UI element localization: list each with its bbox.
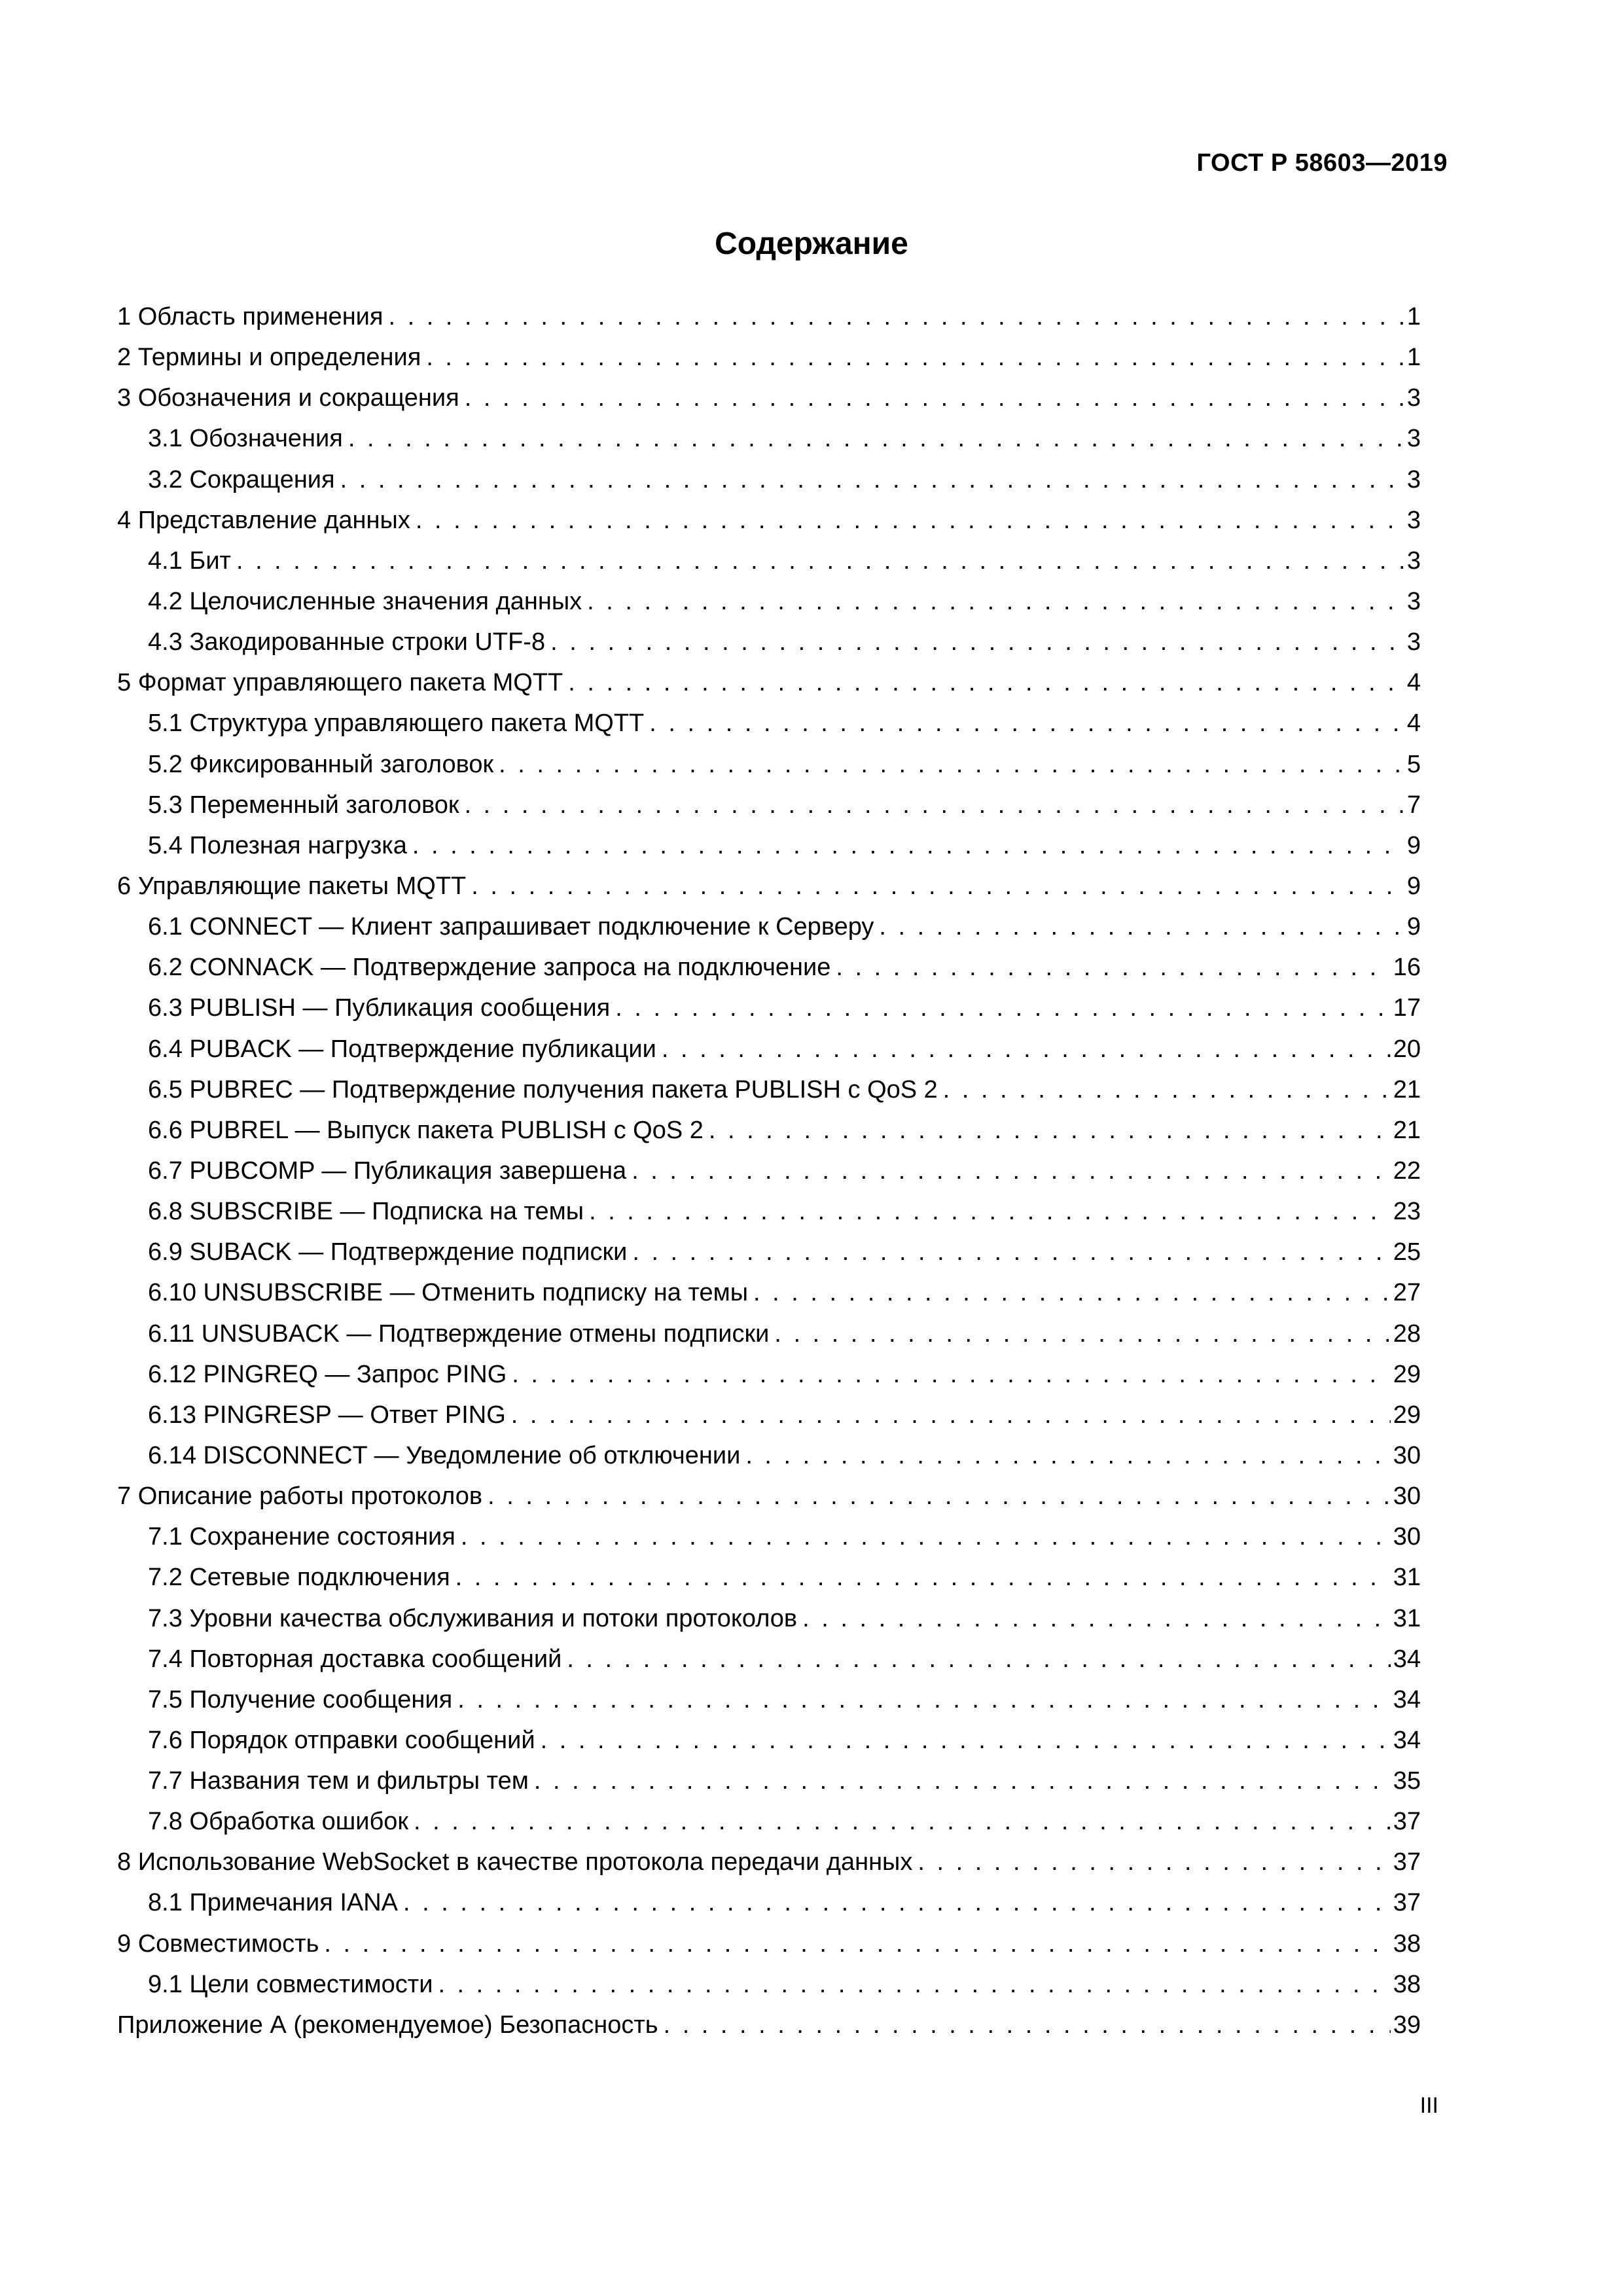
toc-dot-leader	[568, 662, 1404, 703]
toc-dot-leader	[632, 1151, 1391, 1191]
toc-entry[interactable]	[117, 1029, 1421, 1069]
toc-entry-page: 22	[1393, 1157, 1421, 1185]
toc-entry-page: 1	[1406, 344, 1421, 372]
toc-entry[interactable]	[117, 825, 1421, 866]
toc-entry-page: 29	[1393, 1401, 1421, 1429]
toc-dot-leader	[662, 1029, 1391, 1069]
toc-entry-title: 6.7 PUBCOMP — Публикация завершена	[148, 1157, 627, 1185]
toc-entry[interactable]	[117, 1314, 1421, 1354]
toc-entry-page: 38	[1393, 1929, 1421, 1958]
toc-entry-page: 3	[1406, 506, 1421, 534]
toc-entry[interactable]	[117, 418, 1421, 459]
toc-entry[interactable]	[117, 1151, 1421, 1191]
toc-entry-page: 29	[1393, 1360, 1421, 1388]
toc-dot-leader	[664, 2005, 1391, 2045]
toc-entry-page: 7	[1406, 791, 1421, 819]
toc-entry-page: 34	[1393, 1645, 1421, 1673]
toc-entry-page: 25	[1393, 1238, 1421, 1266]
toc-entry-title: 6.8 SUBSCRIBE — Подписка на темы	[148, 1198, 584, 1226]
toc-entry-page: 9	[1406, 913, 1421, 941]
toc-entry[interactable]	[117, 947, 1421, 988]
toc-dot-leader	[918, 1842, 1390, 1882]
toc-dot-leader	[943, 1069, 1391, 1110]
toc-entry-page: 30	[1393, 1523, 1421, 1551]
toc-entry[interactable]	[117, 622, 1421, 662]
toc-entry-title: 7.8 Обработка ошибок	[148, 1808, 408, 1836]
toc-entry[interactable]	[117, 866, 1421, 906]
toc-entry-title: 5.1 Структура управляющего пакета MQTT	[148, 709, 645, 738]
toc-entry-page: 3	[1406, 465, 1421, 493]
toc-entry[interactable]	[117, 378, 1421, 418]
toc-dot-leader	[403, 1882, 1391, 1923]
toc-dot-leader	[589, 1191, 1391, 1232]
toc-entry[interactable]	[117, 1639, 1421, 1679]
toc-entry-title: 6.11 UNSUBACK — Подтверждение отмены подписки	[148, 1319, 770, 1348]
toc-entry[interactable]	[117, 1964, 1421, 2005]
toc-entry-title: 6.9 SUBACK — Подтверждение подписки	[148, 1238, 628, 1266]
toc-entry-title: 6.4 PUBACK — Подтверждение публикации	[148, 1035, 656, 1063]
toc-entry-title: 6.10 UNSUBSCRIBE — Отменить подписку на темы	[148, 1279, 749, 1307]
toc-dot-leader	[745, 1435, 1390, 1476]
toc-dot-leader	[567, 1639, 1390, 1679]
toc-entry[interactable]	[117, 337, 1421, 378]
toc-dot-leader	[709, 1110, 1391, 1151]
toc-entry[interactable]	[117, 296, 1421, 337]
toc-entry[interactable]	[117, 1924, 1421, 1964]
toc-entry-title: 5.2 Фиксированный заголовок	[148, 750, 494, 778]
toc-entry-title: 5.4 Полезная нагрузка	[148, 831, 407, 859]
toc-entry-page: 20	[1393, 1035, 1421, 1063]
toc-entry[interactable]	[117, 1272, 1421, 1313]
toc-entry[interactable]	[117, 744, 1421, 785]
toc-entry[interactable]	[117, 1557, 1421, 1598]
toc-entry-title: 6.13 PINGRESP — Ответ PING	[148, 1401, 506, 1429]
toc-entry-title: 9.1 Цели совместимости	[148, 1970, 433, 1998]
toc-entry-page: 23	[1393, 1198, 1421, 1226]
toc-entry[interactable]	[117, 1761, 1421, 1801]
toc-entry-page: 35	[1393, 1767, 1421, 1795]
toc-dot-leader	[587, 581, 1404, 622]
toc-heading: Содержание	[715, 226, 908, 261]
toc-dot-leader	[499, 744, 1404, 785]
toc-dot-leader	[541, 1720, 1391, 1761]
toc-entry-page: 38	[1393, 1970, 1421, 1998]
toc-dot-leader	[836, 947, 1390, 988]
toc-dot-leader	[324, 1924, 1390, 1964]
toc-entry-page: 17	[1393, 994, 1421, 1022]
toc-entry-page: 30	[1393, 1482, 1421, 1511]
toc-entry[interactable]	[117, 1191, 1421, 1232]
toc-entry[interactable]	[117, 541, 1421, 581]
toc-dot-leader	[879, 906, 1404, 947]
toc-dot-leader	[412, 825, 1404, 866]
toc-entry-title: 1 Область применения	[117, 303, 383, 331]
toc-entry-page: 31	[1393, 1564, 1421, 1592]
toc-dot-leader	[426, 337, 1404, 378]
toc-entry-page: 34	[1393, 1726, 1421, 1754]
toc-entry[interactable]	[117, 1395, 1421, 1435]
toc-entry-title: 6 Управляющие пакеты MQTT	[117, 872, 467, 900]
toc-dot-leader	[488, 1476, 1391, 1516]
toc-entry-page: 21	[1393, 1075, 1421, 1103]
toc-entry-page: 37	[1393, 1808, 1421, 1836]
toc-entry-page: 37	[1393, 1889, 1421, 1917]
toc-dot-leader	[465, 378, 1404, 418]
toc-entry-page: 9	[1406, 872, 1421, 900]
toc-entry[interactable]	[117, 785, 1421, 825]
toc-dot-leader	[615, 988, 1390, 1028]
toc-dot-leader	[511, 1395, 1391, 1435]
toc-entry[interactable]	[117, 500, 1421, 541]
toc-entry-title: 7.1 Сохранение состояния	[148, 1523, 455, 1551]
toc-entry[interactable]	[117, 1842, 1421, 1882]
toc-entry[interactable]	[117, 988, 1421, 1028]
toc-entry-page: 21	[1393, 1116, 1421, 1144]
toc-entry-title: 3.2 Сокращения	[148, 465, 335, 493]
toc-entry-title: 7.6 Порядок отправки сообщений	[148, 1726, 535, 1754]
toc-dot-leader	[348, 418, 1404, 459]
toc-entry-page: 3	[1406, 384, 1421, 412]
toc-entry-page: 30	[1393, 1441, 1421, 1469]
toc-entry[interactable]	[117, 906, 1421, 947]
toc-entry[interactable]	[117, 1598, 1421, 1639]
table-of-contents	[117, 296, 1421, 2045]
toc-dot-leader	[236, 541, 1404, 581]
toc-entry-title: 4.3 Закодированные строки UTF-8	[148, 628, 546, 656]
toc-dot-leader	[774, 1314, 1390, 1354]
document-code: ГОСТ Р 58603—2019	[1196, 149, 1448, 177]
toc-entry-title: 6.14 DISCONNECT — Уведомление об отключении	[148, 1441, 741, 1469]
toc-entry-title: 6.12 PINGREQ — Запрос PING	[148, 1360, 507, 1388]
toc-dot-leader	[438, 1964, 1390, 2005]
toc-entry-page: 37	[1393, 1848, 1421, 1876]
toc-entry[interactable]	[117, 1679, 1421, 1720]
toc-entry-page: 34	[1393, 1685, 1421, 1713]
toc-entry-title: 4.2 Целочисленные значения данных	[148, 587, 582, 615]
toc-entry-title: 5.3 Переменный заголовок	[148, 791, 459, 819]
toc-dot-leader	[465, 785, 1404, 825]
toc-entry-title: 7.4 Повторная доставка сообщений	[148, 1645, 562, 1673]
toc-entry[interactable]	[117, 1069, 1421, 1110]
toc-entry-page: 3	[1406, 425, 1421, 453]
toc-entry-page: 27	[1393, 1279, 1421, 1307]
toc-dot-leader	[550, 622, 1404, 662]
toc-entry[interactable]	[117, 1801, 1421, 1842]
toc-entry-title: 3 Обозначения и сокращения	[117, 384, 459, 412]
toc-entry[interactable]	[117, 581, 1421, 622]
toc-dot-leader	[753, 1272, 1391, 1313]
toc-entry[interactable]	[117, 1232, 1421, 1272]
toc-entry-title: 6.2 CONNACK — Подтверждение запроса на подключение	[148, 954, 831, 982]
toc-entry-title: 8.1 Примечания IANA	[148, 1889, 399, 1917]
toc-entry-page: 5	[1406, 750, 1421, 778]
toc-entry-title: 7.7 Названия тем и фильтры тем	[148, 1767, 529, 1795]
toc-entry-page: 31	[1393, 1604, 1421, 1632]
toc-dot-leader	[455, 1557, 1391, 1598]
toc-dot-leader	[340, 459, 1404, 500]
toc-entry[interactable]	[117, 1516, 1421, 1557]
toc-entry-title: Приложение А (рекомендуемое) Безопасность	[117, 2011, 658, 2039]
toc-entry-page: 4	[1406, 669, 1421, 697]
toc-entry-page: 3	[1406, 628, 1421, 656]
toc-entry-title: 5 Формат управляющего пакета MQTT	[117, 669, 563, 697]
toc-dot-leader	[632, 1232, 1390, 1272]
toc-entry-title: 6.6 PUBREL — Выпуск пакета PUBLISH с QoS 2	[148, 1116, 704, 1144]
toc-entry-title: 4 Представление данных	[117, 506, 410, 534]
page-number: III	[1419, 2093, 1438, 2118]
toc-entry-title: 2 Термины и определения	[117, 344, 421, 372]
toc-entry-page: 39	[1393, 2011, 1421, 2039]
toc-dot-leader	[802, 1598, 1391, 1639]
toc-entry-page: 28	[1393, 1319, 1421, 1348]
toc-dot-leader	[414, 1801, 1391, 1842]
toc-dot-leader	[534, 1761, 1391, 1801]
toc-entry[interactable]	[117, 703, 1421, 744]
toc-entry[interactable]	[117, 2005, 1421, 2045]
toc-entry[interactable]	[117, 1354, 1421, 1395]
toc-dot-leader	[512, 1354, 1390, 1395]
toc-entry[interactable]	[117, 1435, 1421, 1476]
toc-entry-title: 7.5 Получение сообщения	[148, 1685, 453, 1713]
toc-dot-leader	[649, 703, 1404, 744]
toc-entry-title: 7 Описание работы протоколов	[117, 1482, 483, 1511]
toc-dot-leader	[416, 500, 1404, 541]
toc-entry[interactable]	[117, 1882, 1421, 1923]
toc-entry-title: 9 Совместимость	[117, 1929, 319, 1958]
toc-entry-page: 1	[1406, 303, 1421, 331]
toc-entry-page: 9	[1406, 831, 1421, 859]
toc-entry-title: 7.2 Сетевые подключения	[148, 1564, 450, 1592]
toc-entry[interactable]	[117, 1476, 1421, 1516]
toc-entry[interactable]	[117, 662, 1421, 703]
toc-dot-leader	[471, 866, 1404, 906]
toc-entry-title: 6.5 PUBREC — Подтверждение получения пакета PUBLISH с QoS 2	[148, 1075, 938, 1103]
toc-entry-page: 3	[1406, 547, 1421, 575]
toc-entry-page: 4	[1406, 709, 1421, 738]
toc-entry[interactable]	[117, 459, 1421, 500]
toc-entry-title: 7.3 Уровни качества обслуживания и потоки протоколов	[148, 1604, 798, 1632]
toc-entry-page: 16	[1393, 954, 1421, 982]
toc-entry[interactable]	[117, 1110, 1421, 1151]
toc-entry-title: 3.1 Обозначения	[148, 425, 343, 453]
toc-dot-leader	[388, 296, 1404, 337]
toc-dot-leader	[457, 1679, 1390, 1720]
toc-dot-leader	[461, 1516, 1391, 1557]
toc-entry-title: 8 Использование WebSocket в качестве протокола передачи данных	[117, 1848, 913, 1876]
toc-entry-title: 6.3 PUBLISH — Публикация сообщения	[148, 994, 611, 1022]
toc-entry-title: 4.1 Бит	[148, 547, 231, 575]
toc-entry-page: 3	[1406, 587, 1421, 615]
toc-entry[interactable]	[117, 1720, 1421, 1761]
toc-entry-title: 6.1 CONNECT — Клиент запрашивает подключение к Серверу	[148, 913, 874, 941]
